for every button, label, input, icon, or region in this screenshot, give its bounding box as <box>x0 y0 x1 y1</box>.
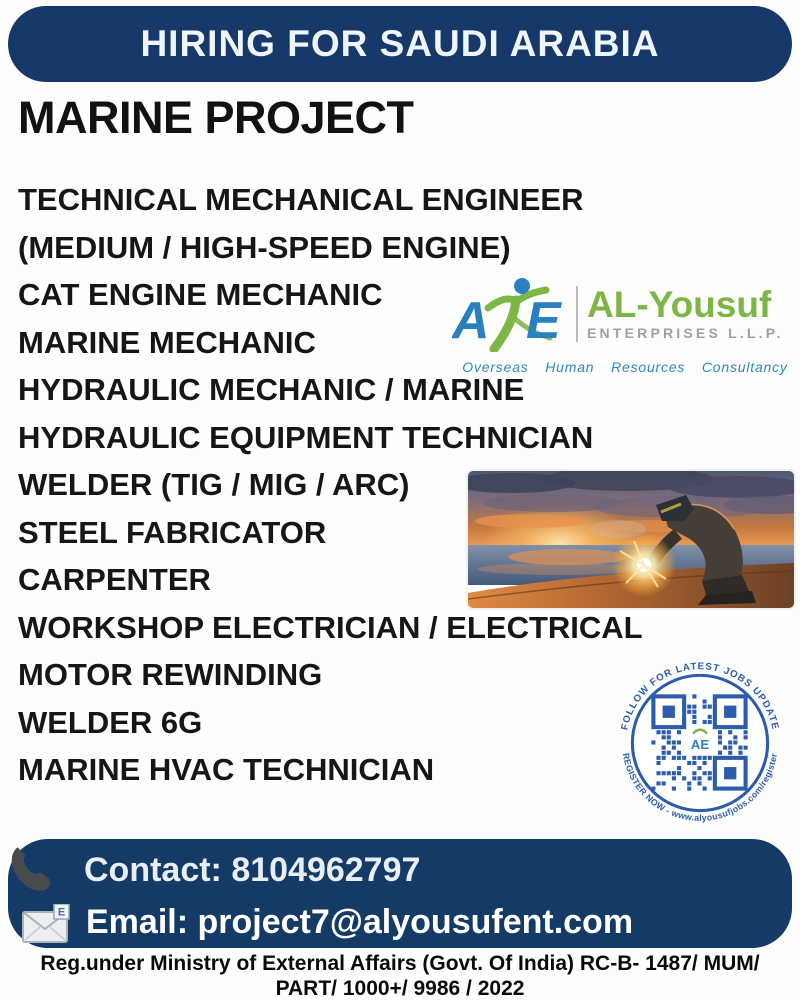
logo-letter-a: A <box>452 292 490 350</box>
job-line: HYDRAULIC MECHANIC / MARINE <box>18 372 525 407</box>
logo-letter-e: E <box>526 292 561 350</box>
job-line: CAT ENGINE MECHANIC <box>18 277 383 312</box>
header-banner <box>8 6 792 82</box>
logo-divider <box>576 286 578 342</box>
qr-center-logo: AE <box>690 737 710 753</box>
footer-line-2: PART/ 1000+/ 9986 / 2022 <box>275 977 525 1000</box>
page-title: MARINE PROJECT <box>18 92 414 143</box>
welder-photo <box>468 471 794 608</box>
email-icon <box>22 904 76 946</box>
company-logo <box>452 276 798 375</box>
logo-mark <box>452 276 572 352</box>
job-line: HYDRAULIC EQUIPMENT TECHNICIAN <box>18 419 594 455</box>
job-line: WELDER 6G <box>18 704 203 740</box>
job-line: WORKSHOP ELECTRICIAN / ELECTRICAL <box>18 609 643 645</box>
job-line: MOTOR REWINDING <box>18 657 323 692</box>
job-line: CARPENTER <box>18 562 211 597</box>
job-line: TECHNICAL MECHANICAL ENGINEER <box>18 182 584 217</box>
banner-title: HIRING FOR SAUDI ARABIA <box>140 23 660 64</box>
contact-phone: Contact: 8104962797 <box>84 851 421 889</box>
qr-arc-top-text: FOLLOW FOR LATEST JOBS UPDATE <box>619 661 781 732</box>
qr-code <box>616 659 784 827</box>
email-badge: E <box>57 906 66 919</box>
footer-registration <box>0 951 800 1000</box>
qr-arc-bottom-text: REGISTER NOW - www.alyousufjobs.com/register <box>620 752 780 823</box>
job-line: (MEDIUM / HIGH-SPEED ENGINE) <box>18 229 511 265</box>
job-line: MARINE HVAC TECHNICIAN <box>18 752 435 787</box>
job-line: WELDER (TIG / MIG / ARC) <box>18 467 410 502</box>
logo-company-name: AL-Yousuf <box>587 284 772 325</box>
logo-subtitle: ENTERPRISES L.L.P. <box>587 325 784 341</box>
phone-icon <box>4 840 62 898</box>
job-line: STEEL FABRICATOR <box>18 514 327 550</box>
job-line: MARINE MECHANIC <box>18 324 316 360</box>
contact-email: Email: project7@alyousufent.com <box>86 903 634 941</box>
footer-line-1: Reg.under Ministry of External Affairs (Govt. Of India) RC-B- 1487/ MUM/ <box>40 952 760 975</box>
logo-tagline: Overseas Human Resources Consultancy <box>462 359 788 375</box>
